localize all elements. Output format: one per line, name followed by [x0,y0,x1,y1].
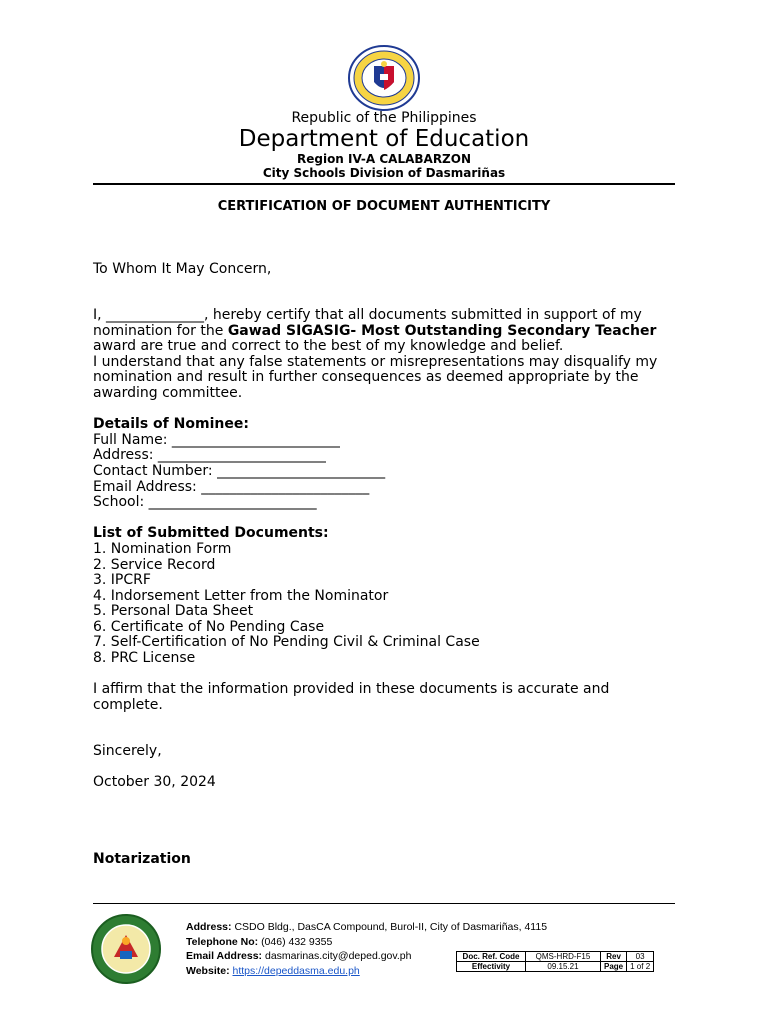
documents-heading: List of Submitted Documents: [93,525,329,541]
list-item: 3. IPCRF [93,572,151,588]
effectivity-value: 09.15.21 [526,962,601,972]
certify-prefix: I, ______________, hereby certify that all documents submitted in support of my nomination for the [93,307,642,339]
doc-ref-value: QMS-HRD-F15 [526,952,601,962]
region-line: Region IV-A CALABARZON [296,152,472,166]
understanding-statement: I understand that any false statements or misrepresentations may disqualify my nomination and result in further consequences as deemed appropriate by the awarding committee. [93,353,658,401]
footer-address: Address: CSDO Bldg., DasCA Compound, Burol-II, City of Dasmariñas, 4115 [186,921,548,933]
republic-line: Republic of the Philippines [291,110,477,126]
rev-value: 03 [627,952,654,962]
doc-ref-label: Doc. Ref. Code [457,952,526,962]
page-value: 1 of 2 [627,962,654,972]
footer-phone: Telephone No: (046) 432 9355 [186,936,333,948]
affirmation: I affirm that the information provided in these documents is accurate and complete. [93,681,610,713]
list-item: 7. Self-Certification of No Pending Civil & Criminal Case [93,634,480,650]
department-name: Department of Education [238,126,530,152]
effectivity-label: Effectivity [457,962,526,972]
list-item: 5. Personal Data Sheet [93,603,254,619]
certify-suffix: award are true and correct to the best of my knowledge and belief. [93,338,564,355]
list-item: 1. Nomination Form [93,541,232,557]
page-label: Page [601,962,627,972]
notarization-heading: Notarization [93,851,191,867]
sdo-dasmarinas-logo-icon [90,913,162,985]
field-address[interactable]: Address: ________________________ [93,447,326,463]
field-email-address[interactable]: Email Address: ________________________ [93,479,370,495]
footer-email: Email Address: dasmarinas.city@deped.gov.ph [186,950,412,962]
division-line: City Schools Division of Dasmariñas [262,166,506,180]
list-item: 4. Indorsement Letter from the Nominator [93,588,389,604]
rev-label: Rev [601,952,627,962]
date: October 30, 2024 [93,774,216,790]
award-name: Gawad SIGASIG- Most Outstanding Secondary Teacher [227,322,657,339]
website-link[interactable]: https://depeddasma.edu.ph [232,965,360,977]
footer-divider [93,903,675,904]
details-heading: Details of Nominee: [93,416,249,432]
field-contact-number[interactable]: Contact Number: ________________________ [93,463,386,479]
field-school[interactable]: School: ________________________ [93,494,317,510]
list-item: 8. PRC License [93,650,196,666]
closing: Sincerely, [93,743,162,759]
list-item: 6. Certificate of No Pending Case [93,619,325,635]
list-item: 2. Service Record [93,557,216,573]
certification-paragraph [93,308,683,402]
doc-ref-table [456,951,654,972]
deped-seal-icon [347,44,421,112]
footer-website: Website: https://depeddasma.edu.ph [186,965,360,977]
salutation: To Whom It May Concern, [93,261,272,277]
field-full-name[interactable]: Full Name: ________________________ [93,432,340,448]
header-divider [93,183,675,185]
document-title: CERTIFICATION OF DOCUMENT AUTHENTICITY [217,199,551,214]
